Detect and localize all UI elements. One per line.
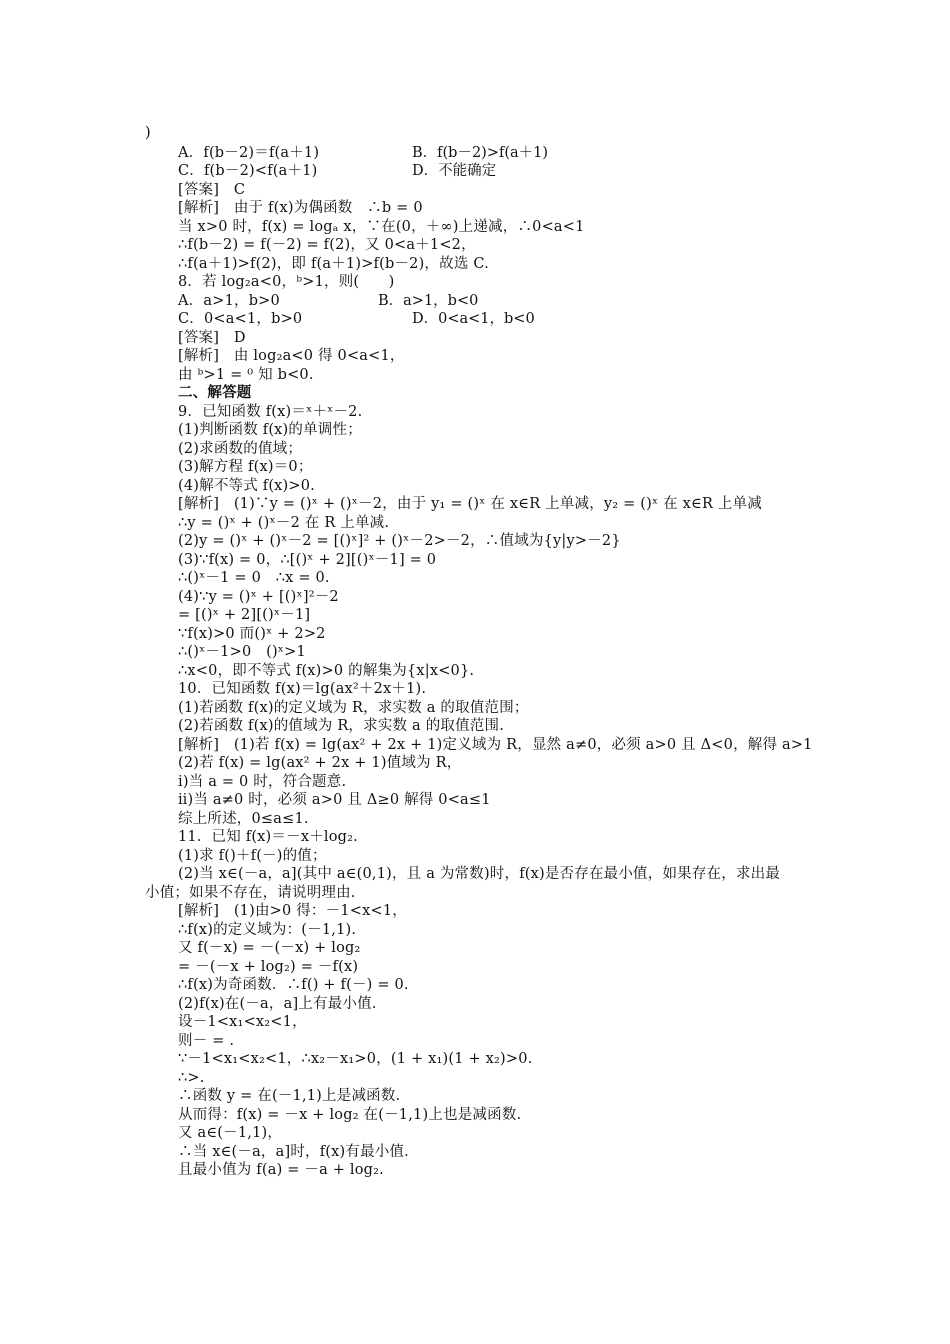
analysis-9-line2: ∴y = ()ˣ + ()ˣ－2 在 R 上单减. (178, 515, 390, 531)
analysis-9-line6: (4)∵y = ()ˣ + [()ˣ]²－2 (178, 589, 339, 605)
question-11-part2-cont: 小值；如果不存在，请说明理由. (145, 885, 356, 901)
analysis-7-line1: [解析] 由于 f(x)为偶函数 ∴b = 0 (178, 200, 423, 216)
question-8: 8．若 log₂a<0，ᵇ>1，则( ) (178, 274, 395, 290)
question-9-part4: (4)解不等式 f(x)>0. (178, 478, 315, 494)
answer-7: [答案] C (178, 182, 246, 198)
option-b-7: B．f(b－2)>f(a＋1) (412, 145, 549, 161)
question-10-part2: (2)若函数 f(x)的值域为 R，求实数 a 的取值范围. (178, 718, 505, 734)
option-d-8: D．0<a<1，b<0 (412, 311, 535, 327)
analysis-9-line5: ∴()ˣ－1 = 0 ∴x = 0. (178, 570, 330, 586)
analysis-11-line2: ∴f(x)的定义域为：(－1,1). (178, 922, 357, 938)
question-9-part3: (3)解方程 f(x)＝0； (178, 459, 313, 475)
analysis-11-line6: (2)f(x)在(－a，a]上有最小值. (178, 996, 377, 1012)
analysis-7-line2: 当 x>0 时，f(x) = logₐ x，∵在(0，＋∞)上递减，∴0<a<1 (178, 219, 585, 235)
analysis-8-line2: 由 ᵇ>1 = ⁰ 知 b<0. (178, 367, 314, 383)
analysis-7-line3: ∴f(b－2) = f(－2) = f(2)，又 0<a＋1<2， (178, 237, 476, 253)
analysis-10-line4: ⅱ)当 a≠0 时，必须 a>0 且 Δ≥0 解得 0<a≤1 (178, 792, 491, 808)
option-d-7: D．不能确定 (412, 163, 497, 179)
answer-8: [答案] D (178, 330, 246, 346)
question-10: 10．已知函数 f(x)＝lg(ax²＋2x＋1). (178, 681, 427, 697)
option-a-8: A．a>1，b>0 (178, 293, 280, 309)
analysis-11-line11: ∴函数 y = 在(－1,1)上是减函数. (178, 1088, 401, 1104)
option-c-8: C．0<a<1，b>0 (178, 311, 303, 327)
question-11-part1: (1)求 f()＋f(－)的值； (178, 848, 327, 864)
question-10-part1: (1)若函数 f(x)的定义域为 R，求实数 a 的取值范围； (178, 700, 529, 716)
analysis-9-line4: (3)∵f(x) = 0，∴[()ˣ + 2][()ˣ－1] = 0 (178, 552, 437, 568)
analysis-11-line3: 又 f(－x) = －(－x) + log₂ (178, 940, 361, 956)
paren-line: ) (145, 125, 151, 141)
analysis-10-line3: ⅰ)当 a = 0 时，符合题意. (178, 774, 347, 790)
question-9: 9．已知函数 f(x)＝ˣ＋ˣ－2. (178, 404, 363, 420)
analysis-11-line12: 从而得：f(x) = －x + log₂ 在(－1,1)上也是减函数. (178, 1107, 522, 1123)
analysis-10-line5: 综上所述，0≤a≤1. (178, 811, 309, 827)
analysis-10-line1: [解析] (1)若 f(x) = lg(ax² + 2x + 1)定义域为 R，显然 a≠0，必须 a>0 且 Δ<0，解得 a>1 (178, 737, 813, 753)
analysis-11-line14: ∴当 x∈(－a，a]时，f(x)有最小值. (178, 1144, 409, 1160)
question-11: 11．已知 f(x)＝－x＋log₂. (178, 829, 358, 845)
analysis-8-line1: [解析] 由 log₂a<0 得 0<a<1， (178, 348, 405, 364)
analysis-9-line8: ∵f(x)>0 而()ˣ + 2>2 (178, 626, 326, 642)
option-b-8: B．a>1，b<0 (378, 293, 479, 309)
question-11-part2: (2)当 x∈(－a，a](其中 a∈(0,1)，且 a 为常数)时，f(x)是否存在最小值，如果存在，求出最 (178, 866, 781, 882)
section-heading: 二、解答题 (178, 384, 252, 401)
question-9-part2: (2)求函数的值域； (178, 441, 303, 457)
analysis-11-line10: ∴>. (178, 1070, 205, 1086)
analysis-11-line13: 又 a∈(－1,1)， (178, 1125, 283, 1141)
analysis-9-line3: (2)y = ()ˣ + ()ˣ－2 = [()ˣ]² + ()ˣ－2>－2，∴值域为{y|y>－2} (178, 533, 621, 549)
analysis-11-line9: ∵－1<x₁<x₂<1，∴x₂－x₁>0，(1 + x₁)(1 + x₂)>0. (178, 1051, 533, 1067)
analysis-10-line2: (2)若 f(x) = lg(ax² + 2x + 1)值域为 R， (178, 755, 462, 771)
analysis-11-line5: ∴f(x)为奇函数．∴f() + f(－) = 0. (178, 977, 409, 993)
analysis-11-line1: [解析] (1)由>0 得：－1<x<1， (178, 903, 407, 919)
analysis-7-line4: ∴f(a＋1)>f(2)，即 f(a＋1)>f(b－2)，故选 C. (178, 256, 489, 272)
option-c-7: C．f(b－2)<f(a＋1) (178, 163, 318, 179)
analysis-11-line4: = －(－x + log₂) = －f(x) (178, 959, 359, 975)
analysis-9-line9: ∴()ˣ－1>0 ()ˣ>1 (178, 644, 306, 660)
analysis-11-line7: 设－1<x₁<x₂<1， (178, 1014, 307, 1030)
analysis-9-line7: = [()ˣ + 2][()ˣ－1] (178, 607, 311, 623)
question-9-part1: (1)判断函数 f(x)的单调性； (178, 422, 362, 438)
analysis-11-line8: 则－ = . (178, 1033, 235, 1049)
option-a-7: A．f(b－2)＝f(a＋1) (178, 145, 320, 161)
analysis-11-line15: 且最小值为 f(a) = －a + log₂. (178, 1162, 384, 1178)
analysis-9-line1: [解析] (1)∵y = ()ˣ + ()ˣ－2，由于 y₁ = ()ˣ 在 x∈R 上单减，y₂ = ()ˣ 在 x∈R 上单减 (178, 496, 763, 512)
analysis-9-line10: ∴x<0，即不等式 f(x)>0 的解集为{x|x<0}. (178, 663, 475, 679)
